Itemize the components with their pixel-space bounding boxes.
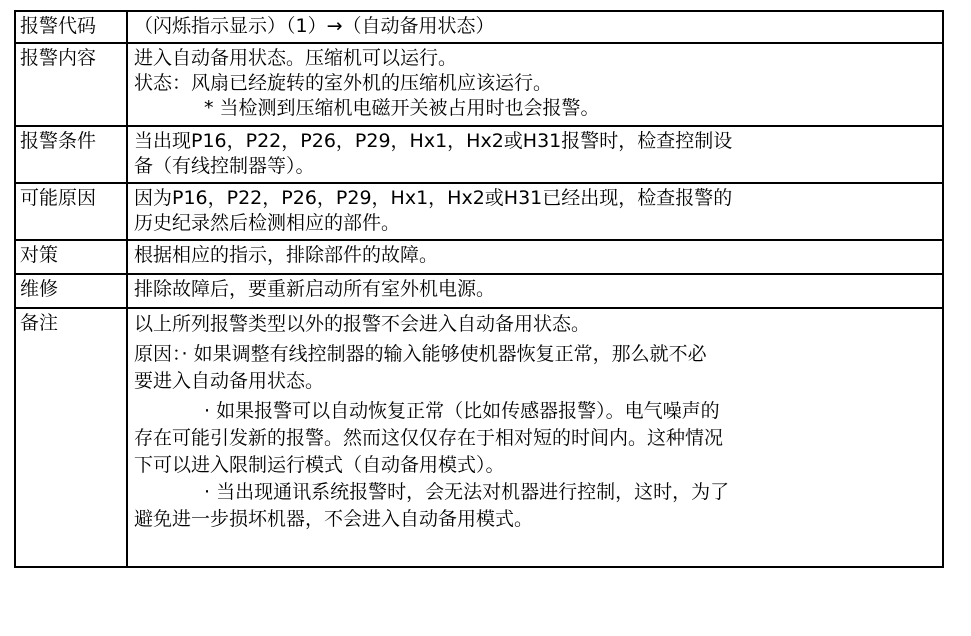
alarm-content-line-1: 进入自动备用状态。压缩机可以运行。 (134, 47, 458, 69)
maintenance-line-1: 排除故障后，要重新启动所有室外机电源。 (134, 278, 496, 300)
remarks-line-1: 以上所列报警类型以外的报警不会进入自动备用状态。 (134, 313, 591, 335)
content-alarm-condition (127, 126, 943, 183)
label-alarm-condition: 报警条件 (15, 126, 127, 183)
row-alarm-condition (15, 126, 943, 183)
possible-cause-line-1: 因为P16，P22，P26，P29，Hx1，Hx2或H31已经出现，检查报警的 (134, 187, 733, 209)
row-alarm-content (15, 43, 943, 126)
row-remarks (15, 308, 943, 567)
label-remarks: 备注 (15, 308, 127, 567)
possible-cause-line-2: 历史纪录然后检测相应的部件。 (134, 212, 401, 234)
alarm-condition-line-1: 当出现P16，P22，P26，P29，Hx1，Hx2或H31报警时，检查控制设 (134, 130, 733, 152)
row-countermeasure (15, 240, 943, 274)
remarks-bullet-2-line-2: 存在可能引发新的报警。然而这仅仅存在于相对短的时间内。这种情况 (134, 427, 724, 449)
label-possible-cause: 可能原因 (15, 183, 127, 240)
content-alarm-code (127, 11, 943, 43)
alarm-content-note: * 当检测到压缩机电磁开关被占用时也会报警。 (204, 97, 600, 119)
row-maintenance (15, 274, 943, 308)
alarm-content-line-2: 状态：风扇已经旋转的室外机的压缩机应该运行。 (134, 72, 553, 94)
label-alarm-content: 报警内容 (15, 43, 127, 126)
content-maintenance (127, 274, 943, 308)
content-possible-cause (127, 183, 943, 240)
row-possible-cause (15, 183, 943, 240)
alarm-info-sheet (14, 10, 944, 568)
label-countermeasure: 对策 (15, 240, 127, 274)
label-maintenance: 维修 (15, 274, 127, 308)
alarm-table (14, 10, 944, 568)
remarks-bullet-3-line-2: 避免进一步损坏机器，不会进入自动备用模式。 (134, 508, 534, 530)
alarm-code-line-1: （闪烁指示显示）（1）→（自动备用状态） (134, 15, 495, 37)
alarm-condition-line-2: 备（有线控制器等）。 (134, 155, 315, 177)
label-alarm-code: 报警代码 (15, 11, 127, 43)
content-countermeasure (127, 240, 943, 274)
remarks-bullet-2-line-1: · 如果报警可以自动恢复正常（比如传感器报警）。电气噪声的 (204, 400, 720, 422)
content-alarm-content (127, 43, 943, 126)
remarks-bullet-2-line-3: 下可以进入限制运行模式（自动备用模式）。 (134, 454, 505, 476)
countermeasure-line-1: 根据相应的指示，排除部件的故障。 (134, 244, 439, 266)
remarks-bullet-3-line-1: · 当出现通讯系统报警时，会无法对机器进行控制，这时，为了 (204, 481, 730, 503)
row-alarm-code (15, 11, 943, 43)
remarks-reason-line-2: 要进入自动备用状态。 (134, 370, 325, 392)
remarks-reason-line-1: 原因：· 如果调整有线控制器的输入能够使机器恢复正常，那么就不必 (134, 343, 707, 365)
content-remarks (127, 308, 943, 567)
